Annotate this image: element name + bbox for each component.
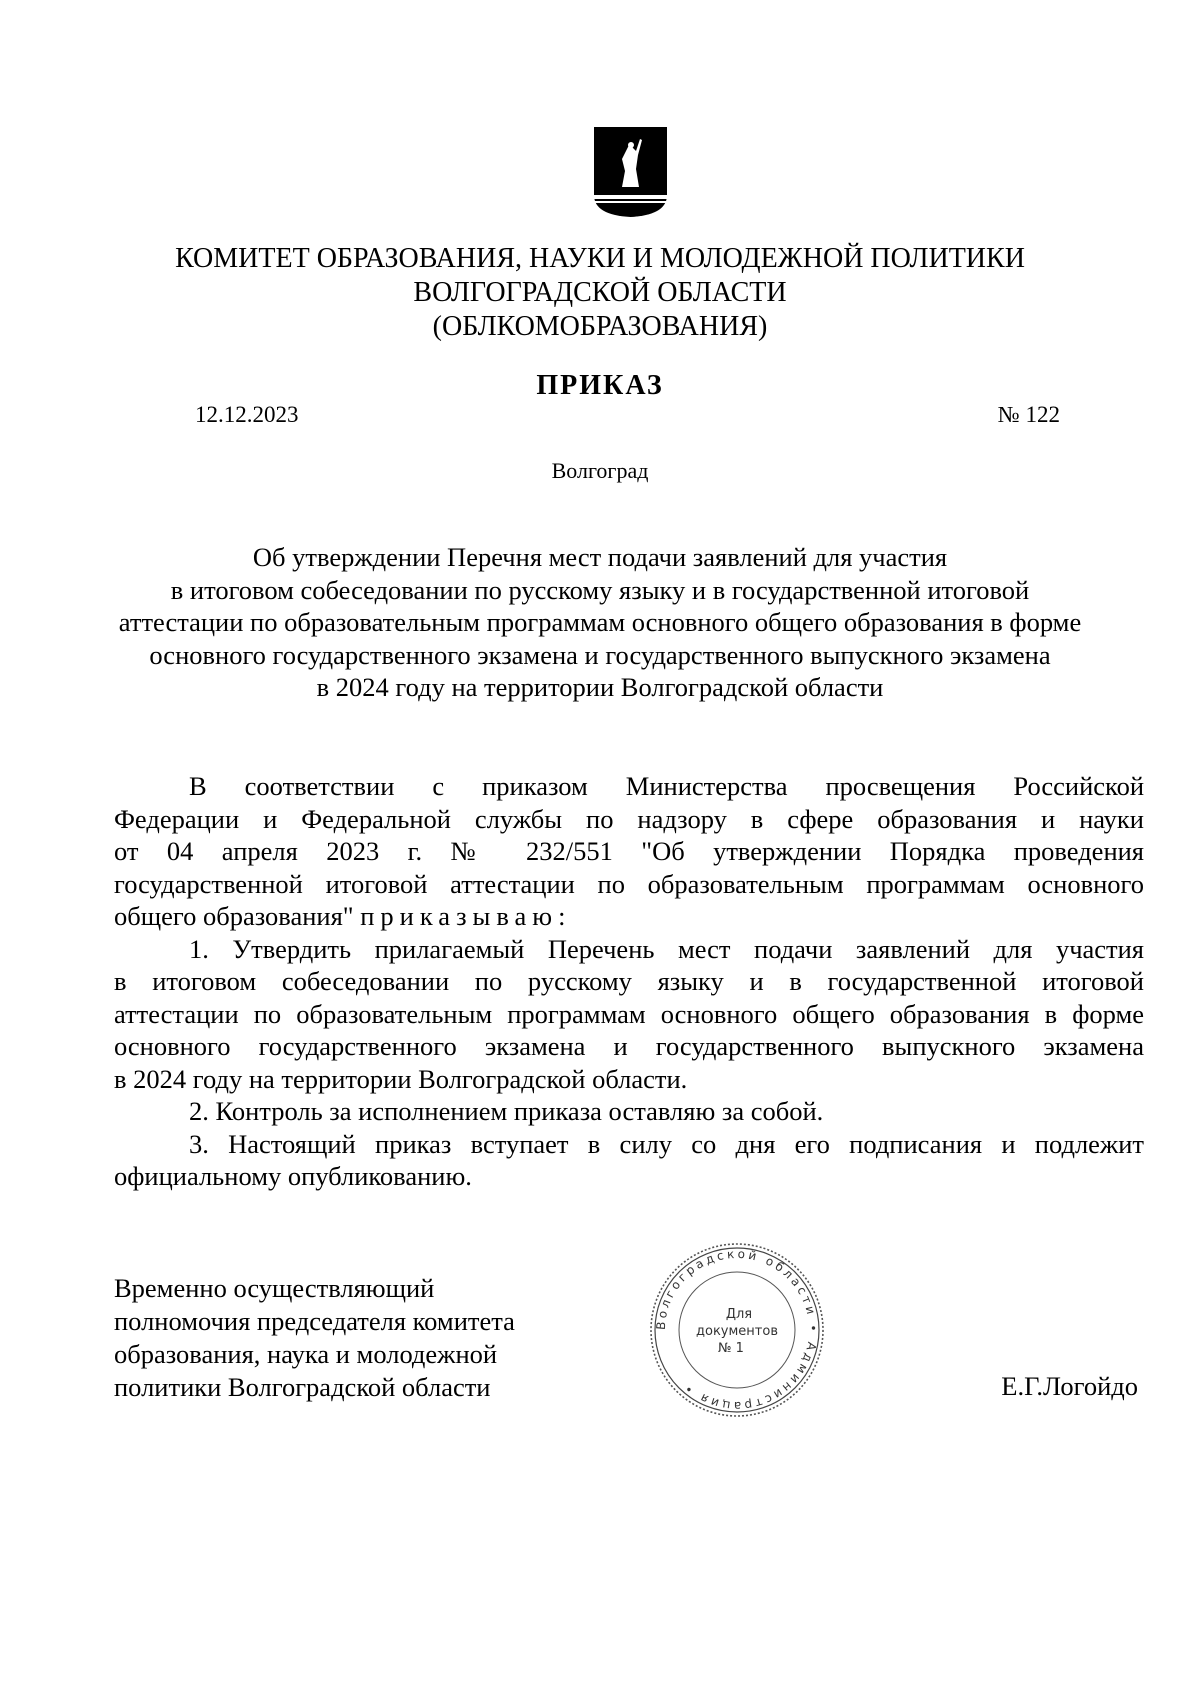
signatory-name: Е.Г.Логойдо — [1001, 1371, 1138, 1401]
subject-line: в 2024 году на территории Волгоградской области — [316, 672, 884, 702]
preamble-verb: приказываю: — [360, 901, 572, 931]
preamble-line: В соответствии с приказом Министерства просвещения Российской — [189, 771, 1144, 801]
subject-line: основного государственного экзамена и государственного выпускного экзамена — [149, 639, 1051, 670]
stamp-center-line: № 1 — [718, 1341, 744, 1356]
committee-line: (ОБЛКОМОБРАЗОВАНИЯ) — [432, 311, 768, 342]
preamble-line: государственной итоговой аттестации по образовательным программам основного — [114, 868, 1144, 899]
stamp-ring-text: Волгоградской области • Администрация • — [653, 1246, 821, 1414]
item1-line: в итоговом собеседовании по русскому языку и в государственной итоговой — [114, 966, 1144, 996]
signer-line: образования, наука и молодежной — [114, 1339, 498, 1369]
item1-line: основного государственного экзамена и государственного выпускного экзамена — [114, 1031, 1144, 1061]
signer-line: Временно осуществляющий — [114, 1273, 435, 1303]
item1-line: в 2024 году на территории Волгоградской области. — [114, 1063, 688, 1094]
official-stamp — [647, 1240, 827, 1420]
stamp-center-line: документов — [696, 1324, 778, 1339]
item3-line: 3. Настоящий приказ вступает в силу со дня его подписания и подлежит — [189, 1128, 1144, 1159]
subject-line: аттестации по образовательным программам основного общего образования в форме — [118, 607, 1082, 637]
coat-of-arms-icon — [592, 125, 669, 219]
preamble-line — [114, 900, 1144, 933]
signer-line: полномочия председателя комитета — [114, 1306, 515, 1336]
item1-line: аттестации по образовательным программам основного общего образования в форме — [114, 998, 1144, 1029]
preamble-line: от 04 апреля 2023 г. № 232/551 "Об утверждении Порядка проведения — [114, 836, 1144, 866]
order-subject — [100, 541, 1100, 704]
order-body — [114, 770, 1144, 1193]
item2-line: 2. Контроль за исполнением приказа оставляю за собой. — [189, 1096, 824, 1126]
committee-line: ВОЛГОГРАДСКОЙ ОБЛАСТИ — [413, 277, 787, 308]
preamble-last-text: общего образования" — [114, 901, 354, 931]
signer-position — [114, 1272, 515, 1404]
item3-line: официальному опубликованию. — [114, 1161, 472, 1191]
committee-header — [100, 242, 1100, 344]
subject-line: Об утверждении Перечня мест подачи заявлений для участия — [252, 542, 948, 572]
preamble-line: Федерации и Федеральной службы по надзору в сфере образования и науки — [114, 803, 1144, 834]
stamp-center-line: Для — [725, 1307, 753, 1322]
order-date: 12.12.2023 — [195, 402, 299, 427]
committee-line: КОМИТЕТ ОБРАЗОВАНИЯ, НАУКИ И МОЛОДЕЖНОЙ ПОЛИТИКИ — [175, 243, 1025, 274]
signer-line: политики Волгоградской области — [114, 1372, 491, 1402]
subject-line: в итоговом собеседовании по русскому языку и в государственной итоговой — [170, 574, 1030, 605]
order-number: № 122 — [997, 402, 1060, 427]
order-title: ПРИКАЗ — [536, 370, 664, 401]
order-city: Волгоград — [551, 458, 649, 483]
item1-line: 1. Утвердить прилагаемый Перечень мест подачи заявлений для участия — [189, 933, 1144, 964]
